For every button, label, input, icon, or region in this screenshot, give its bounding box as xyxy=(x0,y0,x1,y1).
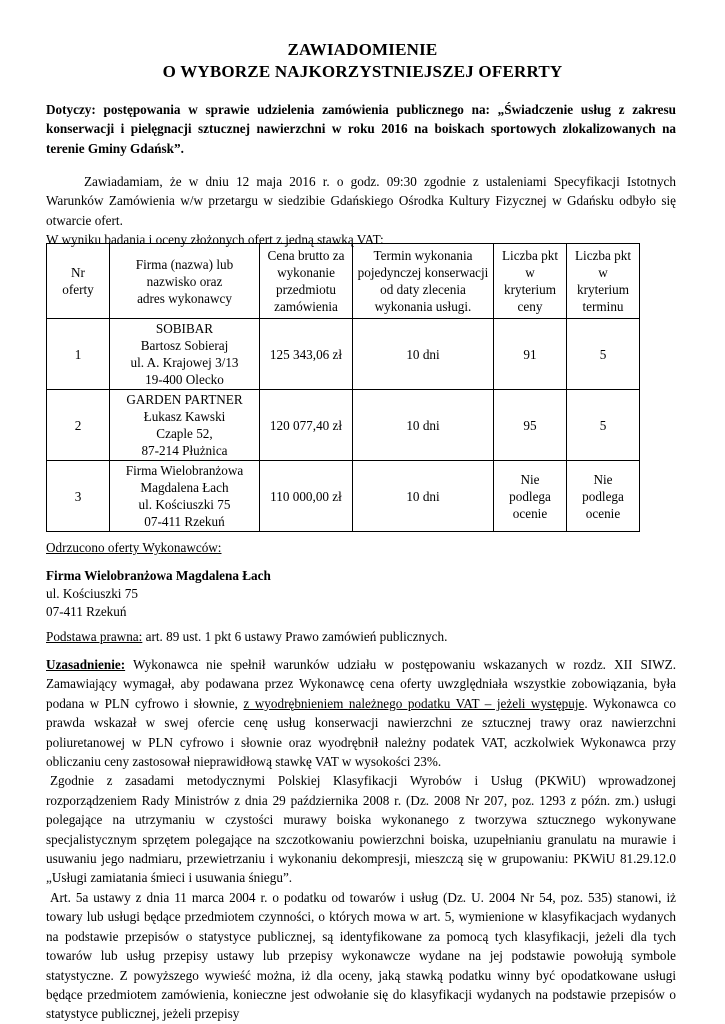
rejected-firm-block xyxy=(46,567,676,621)
cell-company: Firma Wielobranżowa Magdalena Łach ul. Kościuszki 75 07-411 Rzekuń xyxy=(110,461,260,532)
table-header-row xyxy=(47,244,640,319)
rejected-firm-name: Firma Wielobranżowa Magdalena Łach xyxy=(46,568,271,583)
cell-price-points: Nie podlega ocenie xyxy=(494,461,567,532)
header-price: Cena brutto za wykonanie przedmiotu zamówienia xyxy=(260,244,353,319)
cell-company: GARDEN PARTNER Łukasz Kawski Czaple 52, 87-214 Płużnica xyxy=(110,390,260,461)
cell-term: 10 dni xyxy=(353,461,494,532)
justification-text-b: . Wykonawca co prawda wskazał w swej ofercie cenę usług konserwacji nawierzchni ze sztucznej trawy oraz nawierzchni poliuretanowej w PLN cyfrowo i słownie oraz wyodrębnił należny podatek VAT, aczkolwiek Wykonawca przy obliczaniu ceny zastosował nieprawidłową stawkę VAT w wysokości 23%. xyxy=(46,695,676,770)
justification-section xyxy=(46,655,676,1024)
justification-paragraph-2: Zgodnie z zasadami metodycznymi Polskiej Klasyfikacji Wyrobów i Usług (PKWiU) wprowadzonej rozporządzeniem Rady Ministrów z dnia 29 października 2008 r. (Dz. 2008 Nr 207, poz. 1293 z późn. zm.) usługi polegające na utrzymaniu w czystości murawy boiska wykonanego z tworzywa sztucznego wykonywane specjalistycznym sprzętem polegające na szczotkowaniu powierzchni boiska, uzupełnianiu granulatu na murawie i usuwaniu jego nadmiaru, przewietrzaniu i wykonaniu dekompresji, mieszczą się w grupowaniu: PKWiU 81.29.12.0 „Usługi zamiatania śmieci i usuwania śniegu”. xyxy=(46,773,676,886)
cell-term: 10 dni xyxy=(353,319,494,390)
legal-basis xyxy=(46,627,676,646)
table-row xyxy=(47,461,640,532)
justification-label: Uzasadnienie: xyxy=(46,657,126,672)
cell-offer-number: 3 xyxy=(47,461,110,532)
justification-paragraph-3: Art. 5a ustawy z dnia 11 marca 2004 r. o podatku od towarów i usług (Dz. U. 2004 Nr 54, poz. 535) stanowi, iż towary lub usługi będące przedmiotem czynności, o których mowa w art. 5, wymienione w klasyfikacjach wydanych na podstawie przepisów o statystyce publicznej, są identyfikowane za pomocą tych klasyfikacji, jeżeli dla tych towarów lub usług przepisy ustawy lub przepisy wykonawcze wydane na jej podstawie powołują symbole statystyczne. Z powyższego wywieść można, iż dla oceny, jaką stawką podatku winny być opodatkowane usługi będące przedmiotem zamówienia, konieczne jest odwołanie się do klasyfikacji wydanych na podstawie przepisów o statystyce publicznej, jeżeli przepisy xyxy=(46,889,676,1022)
justification-paragraph-1 xyxy=(46,655,676,771)
cell-price: 125 343,06 zł xyxy=(260,319,353,390)
legal-basis-label: Podstawa prawna: xyxy=(46,629,143,644)
rejected-heading: Odrzucono oferty Wykonawców: xyxy=(46,540,222,555)
cell-price: 110 000,00 zł xyxy=(260,461,353,532)
table-row xyxy=(47,319,640,390)
cell-term-points: 5 xyxy=(567,390,640,461)
cell-offer-number: 1 xyxy=(47,319,110,390)
header-company: Firma (nazwa) lub nazwisko oraz adres wykonawcy xyxy=(110,244,260,319)
legal-basis-text: art. 89 ust. 1 pkt 6 ustawy Prawo zamówień publicznych. xyxy=(142,629,448,644)
header-term-points: Liczba pkt w kryterium terminu xyxy=(567,244,640,319)
cell-term: 10 dni xyxy=(353,390,494,461)
cell-term-points: 5 xyxy=(567,319,640,390)
rejected-firm-city: 07-411 Rzekuń xyxy=(46,604,127,619)
cell-price-points: 91 xyxy=(494,319,567,390)
justification-text-a: Wykonawca nie spełnił warunków udziału w postępowaniu wskazanych w rozdz. XII SIWZ. Zamawiający wymagał, aby podawana przez Wykonawcę cena oferty uwzględniała wszystkie zobowiązania, była podana w PLN cyfrowo i słownie, xyxy=(46,657,676,711)
header-offer-number: Nr oferty xyxy=(47,244,110,319)
document-subtitle: O WYBORZE NAJKORZYSTNIEJSZEJ OFERRTY xyxy=(162,62,563,81)
subject-paragraph: Dotyczy: postępowania w sprawie udzielenia zamówienia publicznego na: „Świadczenie usług z zakresu konserwacji i pielęgnacji sztucznej nawierzchni w roku 2016 na boiskach sportowych zlokalizowanych na terenie Gminy Gdańsk”. xyxy=(46,102,676,156)
intro-paragraph: Zawiadamiam, że w dniu 12 maja 2016 r. o godz. 09:30 zgodnie z ustaleniami Specyfikacji Istotnych Warunków Zamówienia w/w przetargu w siedzibie Gdańskiego Ośrodka Kultury Fizycznej w Gdańsku odbyło się otwarcie ofert. xyxy=(46,174,676,228)
cell-price-points: 95 xyxy=(494,390,567,461)
offers-table xyxy=(46,243,640,532)
cell-term-points: Nie podlega ocenie xyxy=(567,461,640,532)
intro-section xyxy=(46,172,676,250)
justification-text-underlined: z wyodrębnieniem należnego podatku VAT – jeżeli występuje xyxy=(243,695,585,711)
cell-offer-number: 2 xyxy=(47,390,110,461)
document-title: ZAWIADOMIENIE xyxy=(287,40,438,59)
table-intro-line: W wyniku badania i oceny złożonych ofert z jedną stawką VAT: xyxy=(46,232,384,248)
header-term: Termin wykonania pojedynczej konserwacji od daty zlecenia wykonania usługi. xyxy=(353,244,494,319)
cell-company: SOBIBAR Bartosz Sobieraj ul. A. Krajowej 3/13 19-400 Olecko xyxy=(110,319,260,390)
header-price-points: Liczba pkt w kryterium ceny xyxy=(494,244,567,319)
rejected-firm-street: ul. Kościuszki 75 xyxy=(46,586,138,601)
table-row xyxy=(47,390,640,461)
cell-price: 120 077,40 zł xyxy=(260,390,353,461)
